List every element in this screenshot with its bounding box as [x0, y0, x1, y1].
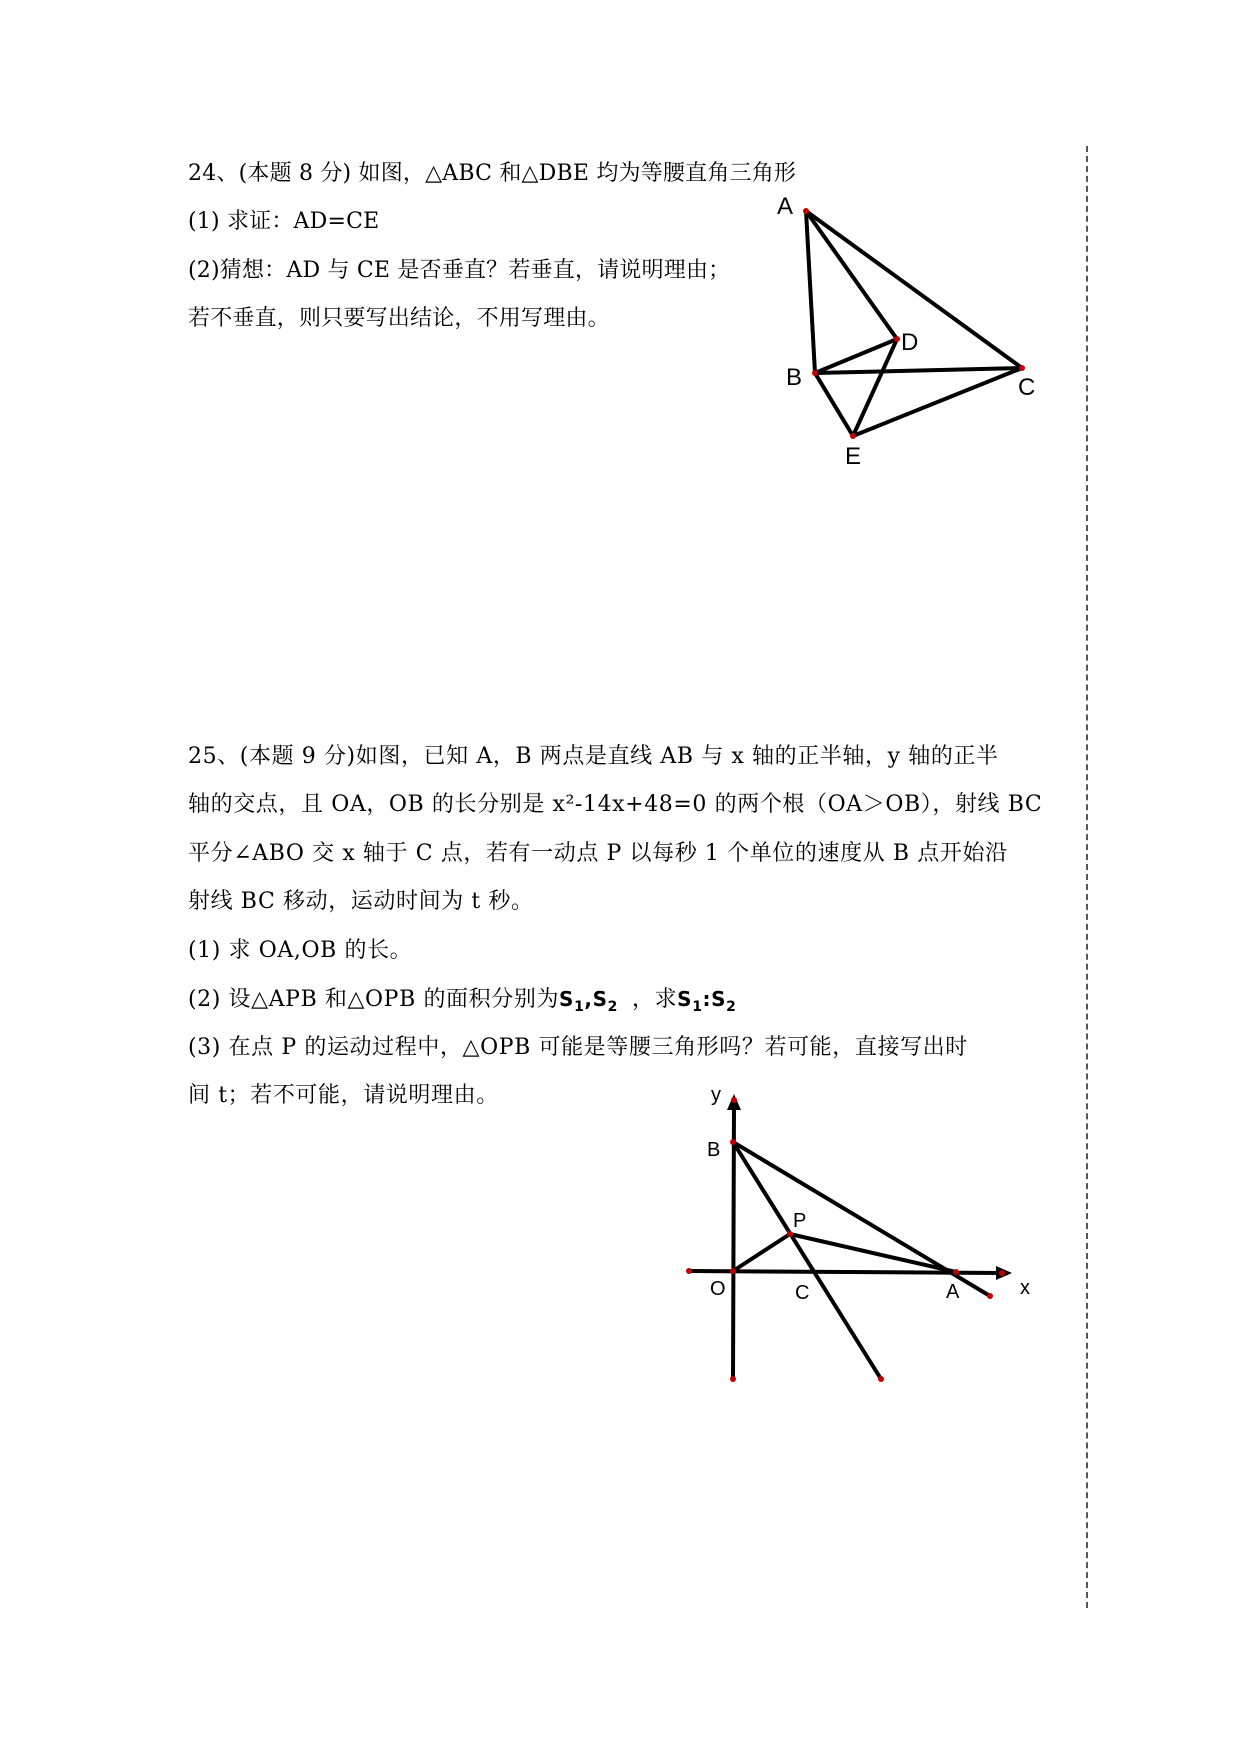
- q24-part1: (1) 求证：AD=CE: [188, 209, 380, 234]
- label-d: D: [901, 329, 919, 356]
- q24-part2: (2)猜想：AD 与 CE 是否垂直？若垂直，请说明理由；: [188, 258, 731, 283]
- label-y: y: [711, 1084, 721, 1106]
- point-x-axis-start: [686, 1268, 692, 1274]
- q25-part2-text: (2) 设△APB 和△OPB 的面积分别为: [188, 987, 560, 1012]
- ratio-colon: :: [702, 987, 712, 1011]
- s2-symbol: $S_2$: [592, 987, 618, 1015]
- segment-pa: [790, 1234, 956, 1272]
- point-a: [953, 1269, 959, 1275]
- label-b: B: [707, 1139, 721, 1161]
- comma-separator: ,: [584, 987, 593, 1011]
- point-y-axis-top: [731, 1097, 737, 1103]
- q25-part3-cont: 间 t；若不可能，请说明理由。: [188, 1083, 499, 1108]
- q25-part3: (3) 在点 P 的运动过程中，△OPB 可能是等腰三角形吗？若可能，直接写出时: [188, 1035, 968, 1060]
- label-b: B: [786, 364, 803, 391]
- label-c: C: [1018, 374, 1036, 401]
- s1-symbol: $S_1$: [559, 987, 585, 1015]
- point-line-end: [987, 1293, 993, 1299]
- point-x-axis-end: [999, 1270, 1005, 1276]
- point-b: [730, 1139, 736, 1145]
- label-x: x: [1020, 1277, 1030, 1299]
- q25-part2-ask: ，求: [631, 987, 678, 1012]
- q25-line2: 轴的交点，且 OA，OB 的长分别是 x²-14x+48=0 的两个根（OA＞OB），射线 BC: [188, 792, 1043, 817]
- binding-cut-line: [1086, 146, 1088, 1608]
- label-c: C: [795, 1282, 810, 1304]
- q25-part1: (1) 求 OA,OB 的长。: [188, 938, 413, 963]
- q25-line4: 射线 BC 移动，运动时间为 t 秒。: [188, 889, 534, 914]
- ray-bc: [733, 1142, 881, 1379]
- point-ray-end: [878, 1376, 884, 1382]
- ratio-s1-symbol: $S_1$: [677, 987, 703, 1015]
- q25-line3: 平分∠ABO 交 x 轴于 C 点，若有一动点 P 以每秒 1 个单位的速度从 B 点开始沿: [188, 841, 1008, 866]
- point-y-axis-end: [730, 1376, 736, 1382]
- ratio-s2-symbol: $S_2$: [711, 987, 737, 1015]
- label-p: P: [793, 1210, 807, 1232]
- q24-heading: 24、(本题 8 分) 如图，△ABC 和△DBE 均为等腰直角三角形: [188, 161, 797, 186]
- q24-part2-cont: 若不垂直，则只要写出结论，不用写理由。: [188, 306, 610, 331]
- label-e: E: [845, 443, 862, 470]
- q25-heading: 25、(本题 9 分)如图，已知 A，B 两点是直线 AB 与 x 轴的正半轴，y 轴的正半: [188, 744, 999, 769]
- label-a: A: [946, 1281, 960, 1303]
- point-o: [730, 1268, 736, 1274]
- segment-op: [733, 1234, 790, 1271]
- label-a: A: [777, 193, 794, 220]
- label-o: O: [710, 1278, 726, 1300]
